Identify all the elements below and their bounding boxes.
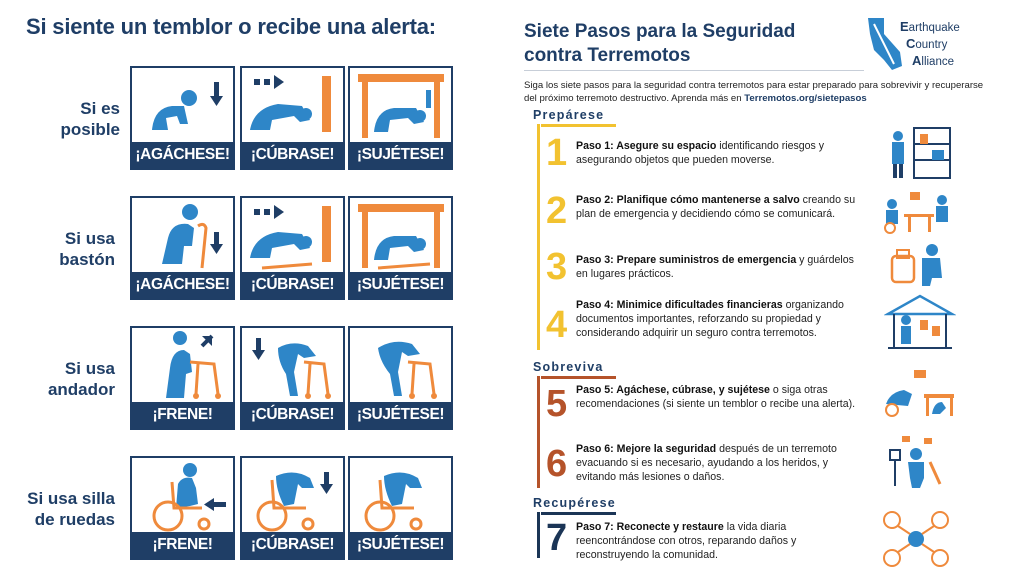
row-label-cane (5, 228, 115, 270)
tile-caption: ¡CÚBRASE! (242, 272, 343, 298)
section-recover-bar (537, 512, 540, 558)
logo-word: ountry (915, 39, 948, 51)
tile-caption: ¡SUJÉTESE! (350, 532, 451, 558)
step-title: Paso 4: Minimice dificultades financieras (576, 299, 783, 311)
person-walker-cover-icon (242, 328, 343, 404)
person-cane-drop-icon (132, 198, 233, 274)
step-number: 2 (546, 190, 568, 232)
step-number: 6 (546, 443, 568, 485)
tile-caption: ¡AGÁCHESE! (132, 142, 233, 168)
section-recover-rule (541, 512, 616, 515)
hold-cane-tile (348, 196, 453, 300)
row-label-possible (10, 98, 120, 140)
hold-tile (348, 66, 453, 170)
person-drop-icon (132, 68, 233, 144)
page-title (524, 20, 824, 68)
step-body: creando su plan de emergencia y decidiendo cómo se comunicará. (576, 194, 856, 220)
person-cane-cover-icon (242, 198, 343, 274)
evacuate-help-icon (884, 432, 952, 490)
step-number: 7 (546, 517, 568, 559)
row-label-line: Si es (80, 99, 120, 118)
step-text (576, 253, 866, 281)
step-title: Paso 1: Asegure su espacio (576, 140, 717, 152)
tile-caption: ¡CÚBRASE! (242, 142, 343, 168)
step-number: 1 (546, 132, 568, 174)
row-label-line: Si usa (64, 359, 115, 378)
tile-caption: ¡AGÁCHESE! (132, 272, 233, 298)
row-label-walker (5, 358, 115, 400)
person-hold-icon (350, 68, 451, 144)
lock-wheelchair-tile (130, 456, 235, 560)
tile-caption: ¡CÚBRASE! (242, 532, 343, 558)
tile-caption: ¡FRENE! (132, 402, 233, 428)
tile-caption: ¡FRENE! (132, 532, 233, 558)
step-body: identificando riesgos y asegurando objetos que pueden moverse. (576, 140, 825, 166)
tile-caption: ¡SUJÉTESE! (350, 142, 451, 168)
cover-cane-tile (240, 196, 345, 300)
section-survive-bar (537, 376, 540, 488)
step-title: Paso 2: Planifique cómo mantenerse a salvo (576, 194, 800, 206)
row-label-line: andador (47, 380, 115, 399)
step-title: Paso 5: Agáchese, cúbrase, y sujétese (576, 384, 770, 396)
person-wheelchair-hold-icon (350, 458, 451, 534)
logo-word: lliance (921, 56, 954, 68)
logo-word: arthquake (908, 22, 960, 34)
logo-line (900, 36, 960, 53)
step-title: Paso 3: Prepare suministros de emergencia (576, 254, 797, 266)
step-body: y guárdelos en lugares prácticos. (576, 254, 854, 280)
step-body: después de un terremoto evacuando si es necesario, ayudando a los heridos, y evitando más lesiones o daños. (576, 443, 837, 483)
step-text (576, 139, 866, 167)
person-cane-hold-icon (350, 198, 451, 274)
row-label-line: Si usa (64, 229, 115, 248)
logo-initial: E (900, 19, 909, 34)
intro-text (524, 79, 984, 105)
row-label-line: de ruedas (34, 510, 115, 529)
section-prepare-rule (541, 124, 616, 127)
section-prepare-bar (537, 124, 540, 350)
cover-wheelchair-tile (240, 456, 345, 560)
title-line: contra Terremotos (524, 45, 691, 66)
step-text (576, 383, 866, 411)
step-body: la vida diaria reencontrándose con otros, reparando daños y reconstruyendo la comunidad. (576, 521, 797, 561)
step-text (576, 520, 866, 562)
supplies-kit-icon (888, 242, 948, 288)
cover-tile (240, 66, 345, 170)
title-line: Siete Pasos para la Seguridad (524, 21, 796, 42)
eca-logo-text (900, 19, 960, 70)
section-recover: Recupérese (533, 496, 616, 510)
house-protect-icon (884, 292, 956, 354)
title-divider (524, 70, 864, 71)
hold-walker-tile (348, 326, 453, 430)
hold-wheelchair-tile (348, 456, 453, 560)
step-number: 5 (546, 383, 568, 425)
person-wheelchair-cover-icon (242, 458, 343, 534)
tile-caption: ¡SUJÉTESE! (350, 402, 451, 428)
section-survive-rule (541, 376, 616, 379)
step-title: Paso 6: Mejore la seguridad (576, 443, 717, 455)
logo-initial: A (912, 53, 922, 68)
step-text (576, 298, 866, 340)
step-number: 4 (546, 304, 568, 346)
step-body: organizando documentos importantes, reforzando su propiedad y considerando adquirir un seguro contra terremotos. (576, 299, 844, 339)
person-walker-lock-icon (132, 328, 233, 404)
community-network-icon (880, 508, 952, 570)
step-number: 3 (546, 246, 568, 288)
tile-caption: ¡CÚBRASE! (242, 402, 343, 428)
section-survive: Sobreviva (533, 360, 604, 374)
cover-walker-tile (240, 326, 345, 430)
drop-tile (130, 66, 235, 170)
drop-cover-hold-icon (880, 368, 956, 420)
person-walker-hold-icon (350, 328, 451, 404)
tile-caption: ¡SUJÉTESE! (350, 272, 451, 298)
secure-shelf-icon (884, 126, 954, 180)
row-label-line: Si usa silla (27, 489, 115, 508)
logo-initial: C (906, 36, 916, 51)
row-label-line: bastón (59, 250, 115, 269)
intro-link[interactable]: Terremotos.org/sietepasos (744, 93, 867, 104)
intro-body: Siga los siete pasos para la seguridad contra terremotos para estar preparado para sobrevivir y recuperarse del próximo terremoto destructivo. Aprenda más en (524, 80, 984, 104)
person-cover-icon (242, 68, 343, 144)
logo-line (900, 53, 960, 70)
lock-walker-tile (130, 326, 235, 430)
step-text (576, 193, 866, 221)
person-wheelchair-lock-icon (132, 458, 233, 534)
left-title: Si siente un temblor o recibe una alerta: (26, 14, 436, 39)
step-text (576, 442, 866, 484)
logo-line (900, 19, 960, 36)
plan-family-icon (880, 190, 956, 234)
row-label-line: posible (60, 120, 120, 139)
drop-cane-tile (130, 196, 235, 300)
step-title: Paso 7: Reconecte y restaure (576, 521, 724, 533)
section-prepare: Prepárese (533, 108, 605, 122)
step-body: o siga otras recomendaciones (si siente un temblor o recibe una alerta). (576, 384, 856, 410)
row-label-wheelchair (5, 488, 115, 530)
